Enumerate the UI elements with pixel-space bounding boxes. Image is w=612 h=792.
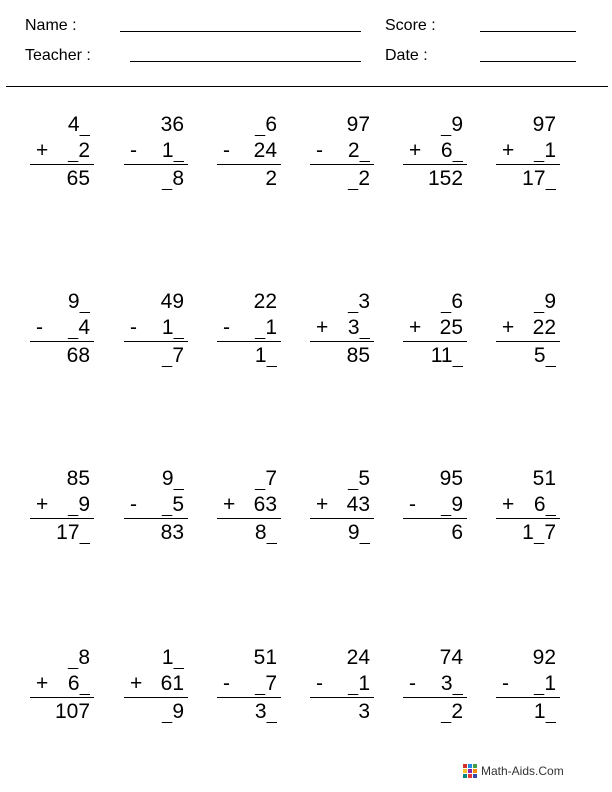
answer-line — [124, 697, 188, 698]
blank-digit[interactable] — [162, 167, 173, 190]
minus-operator: - — [223, 316, 230, 339]
answer-number: 11 — [407, 344, 463, 368]
blank-digit[interactable] — [348, 467, 359, 490]
problem — [407, 290, 463, 370]
answer-line — [496, 518, 560, 519]
top-number: 24 — [346, 646, 370, 669]
answer-line — [30, 697, 94, 698]
top-number: 4 — [34, 113, 90, 137]
blank-digit[interactable] — [534, 672, 545, 695]
problem — [407, 467, 463, 547]
blank-digit[interactable] — [80, 672, 91, 695]
blank-digit[interactable] — [174, 467, 185, 490]
answer-line — [217, 518, 281, 519]
blank-digit[interactable] — [174, 316, 185, 339]
minus-operator: - — [409, 672, 416, 695]
top-number: 7 — [221, 467, 277, 491]
answer-number: 9 — [314, 521, 370, 545]
problem — [500, 646, 556, 726]
second-number: 1 — [314, 672, 370, 696]
plus-operator: + — [36, 139, 49, 162]
blank-digit[interactable] — [348, 290, 359, 313]
logo-square — [468, 764, 472, 768]
second-number: 43 — [346, 493, 370, 516]
answer-number: 2 — [407, 700, 463, 724]
top-number: 6 — [407, 290, 463, 314]
answer-line — [310, 697, 374, 698]
second-number: 6 — [407, 139, 463, 163]
blank-digit[interactable] — [174, 646, 185, 669]
answer-number: 1 — [221, 344, 277, 368]
minus-operator: - — [316, 672, 323, 695]
blank-digit[interactable] — [546, 167, 557, 190]
answer-line — [30, 341, 94, 342]
minus-operator: - — [223, 139, 230, 162]
plus-operator: + — [316, 493, 329, 516]
blank-digit[interactable] — [162, 493, 173, 516]
blank-digit[interactable] — [162, 700, 173, 723]
answer-number: 85 — [346, 344, 370, 367]
logo-square — [473, 769, 477, 773]
minus-operator: - — [130, 139, 137, 162]
plus-operator: + — [316, 316, 329, 339]
blank-digit[interactable] — [546, 700, 557, 723]
blank-digit[interactable] — [267, 700, 278, 723]
problem — [128, 113, 184, 193]
minus-operator: - — [130, 316, 137, 339]
blank-digit[interactable] — [267, 521, 278, 544]
answer-number: 68 — [66, 344, 90, 367]
top-number: 51 — [532, 467, 556, 490]
problem — [34, 467, 90, 547]
blank-digit[interactable] — [453, 672, 464, 695]
answer-line — [496, 341, 560, 342]
blank-digit[interactable] — [68, 493, 79, 516]
brand-text: Math-Aids.Com — [481, 764, 564, 778]
blank-digit[interactable] — [360, 316, 371, 339]
blank-digit[interactable] — [255, 316, 266, 339]
blank-digit[interactable] — [546, 493, 557, 516]
math-aids-logo-icon — [463, 764, 477, 778]
top-number: 9 — [128, 467, 184, 491]
answer-number: 17 — [34, 521, 90, 545]
blank-digit[interactable] — [534, 139, 545, 162]
blank-digit[interactable] — [441, 493, 452, 516]
plus-operator: + — [409, 139, 422, 162]
blank-digit[interactable] — [255, 672, 266, 695]
problem — [314, 646, 370, 726]
problem — [314, 113, 370, 193]
blank-digit[interactable] — [255, 467, 266, 490]
answer-line — [403, 697, 467, 698]
top-number: 1 — [128, 646, 184, 670]
minus-operator: - — [223, 672, 230, 695]
top-number: 3 — [314, 290, 370, 314]
blank-digit[interactable] — [68, 139, 79, 162]
problem — [34, 646, 90, 726]
top-number: 97 — [532, 113, 556, 136]
answer-number: 8 — [128, 167, 184, 191]
logo-square — [463, 774, 467, 778]
answer-number: 65 — [66, 167, 90, 190]
answer-line — [30, 518, 94, 519]
name-label: Name : — [25, 17, 77, 34]
answer-number: 107 — [54, 700, 90, 723]
plus-operator: + — [502, 139, 515, 162]
teacher-label: Teacher : — [25, 47, 91, 64]
plus-operator: + — [36, 672, 49, 695]
answer-number: 3 — [358, 700, 370, 723]
top-number: 9 — [500, 290, 556, 314]
score-label: Score : — [385, 17, 436, 34]
answer-line — [310, 341, 374, 342]
math-aids-logo — [463, 763, 564, 779]
answer-number: 2 — [265, 167, 277, 190]
problem — [407, 646, 463, 726]
logo-square — [468, 774, 472, 778]
second-number: 61 — [160, 672, 184, 695]
blank-digit[interactable] — [255, 113, 266, 136]
answer-line — [124, 341, 188, 342]
answer-number: 1 7 — [522, 521, 556, 544]
problem — [34, 290, 90, 370]
answer-line — [403, 164, 467, 165]
blank-digit[interactable] — [546, 344, 557, 367]
answer-line — [217, 164, 281, 165]
answer-line — [217, 341, 281, 342]
blank-digit[interactable] — [453, 139, 464, 162]
problem — [500, 290, 556, 370]
blank-digit[interactable] — [441, 113, 452, 136]
top-number: 36 — [160, 113, 184, 136]
blank-digit[interactable] — [348, 672, 359, 695]
answer-number: 152 — [427, 167, 463, 190]
top-number: 85 — [66, 467, 90, 490]
top-number: 5 — [314, 467, 370, 491]
second-number: 4 — [34, 316, 90, 340]
answer-number: 5 — [500, 344, 556, 368]
minus-operator: - — [502, 672, 509, 695]
blank-digit[interactable] — [174, 139, 185, 162]
answer-line — [403, 341, 467, 342]
logo-square — [473, 774, 477, 778]
answer-number: 17 — [500, 167, 556, 191]
blank-digit[interactable] — [80, 521, 91, 544]
second-number: 22 — [532, 316, 556, 339]
plus-operator: + — [502, 493, 515, 516]
blank-digit[interactable] — [534, 290, 545, 313]
blank-digit[interactable] — [441, 290, 452, 313]
second-number: 1 — [128, 139, 184, 163]
answer-number: 3 — [221, 700, 277, 724]
top-number: 74 — [439, 646, 463, 669]
plus-operator: + — [409, 316, 422, 339]
top-number: 9 — [34, 290, 90, 314]
blank-digit[interactable] — [267, 344, 278, 367]
blank-digit[interactable] — [360, 139, 371, 162]
plus-operator: + — [502, 316, 515, 339]
top-number: 97 — [346, 113, 370, 136]
second-number: 9 — [407, 493, 463, 517]
second-number: 6 — [500, 493, 556, 517]
problem — [314, 290, 370, 370]
answer-number: 6 — [451, 521, 463, 544]
blank-digit[interactable] — [80, 113, 91, 136]
top-number: 51 — [253, 646, 277, 669]
top-number: 6 — [221, 113, 277, 137]
logo-square — [463, 769, 467, 773]
answer-line — [30, 164, 94, 165]
problem — [34, 113, 90, 193]
problem — [500, 467, 556, 547]
blank-digit[interactable] — [80, 290, 91, 313]
logo-square — [473, 764, 477, 768]
second-number: 6 — [34, 672, 90, 696]
problem — [221, 467, 277, 547]
blank-digit[interactable] — [68, 316, 79, 339]
minus-operator: - — [409, 493, 416, 516]
second-number: 3 — [407, 672, 463, 696]
blank-digit[interactable] — [162, 344, 173, 367]
answer-number: 8 — [221, 521, 277, 545]
second-number: 25 — [439, 316, 463, 339]
top-number: 49 — [160, 290, 184, 313]
blank-digit[interactable] — [348, 167, 359, 190]
problem — [314, 467, 370, 547]
logo-square — [463, 764, 467, 768]
second-number: 2 — [314, 139, 370, 163]
second-number: 5 — [128, 493, 184, 517]
answer-number: 83 — [160, 521, 184, 544]
second-number: 24 — [253, 139, 277, 162]
answer-line — [496, 697, 560, 698]
second-number: 7 — [221, 672, 277, 696]
answer-number: 9 — [128, 700, 184, 724]
plus-operator: + — [36, 493, 49, 516]
second-number: 1 — [500, 672, 556, 696]
second-number: 1 — [221, 316, 277, 340]
answer-line — [496, 164, 560, 165]
answer-line — [310, 164, 374, 165]
top-number: 92 — [532, 646, 556, 669]
second-number: 2 — [34, 139, 90, 163]
problem — [500, 113, 556, 193]
second-number: 63 — [253, 493, 277, 516]
answer-line — [124, 518, 188, 519]
second-number: 3 — [314, 316, 370, 340]
problem — [221, 290, 277, 370]
minus-operator: - — [36, 316, 43, 339]
date-label: Date : — [385, 47, 428, 64]
answer-line — [217, 697, 281, 698]
blank-digit[interactable] — [68, 646, 79, 669]
blank-digit[interactable] — [453, 344, 464, 367]
answer-line — [403, 518, 467, 519]
plus-operator: + — [223, 493, 236, 516]
top-number: 8 — [34, 646, 90, 670]
top-number: 95 — [439, 467, 463, 490]
second-number: 9 — [34, 493, 90, 517]
answer-line — [310, 518, 374, 519]
second-number: 1 — [128, 316, 184, 340]
top-number: 9 — [407, 113, 463, 137]
problem — [407, 113, 463, 193]
blank-digit[interactable] — [534, 521, 545, 544]
problem — [221, 646, 277, 726]
answer-number: 2 — [314, 167, 370, 191]
problem — [221, 113, 277, 193]
blank-digit[interactable] — [441, 700, 452, 723]
problem — [128, 646, 184, 726]
blank-digit[interactable] — [360, 521, 371, 544]
answer-number: 1 — [500, 700, 556, 724]
problem — [128, 290, 184, 370]
answer-number: 7 — [128, 344, 184, 368]
problem — [128, 467, 184, 547]
minus-operator: - — [316, 139, 323, 162]
answer-line — [124, 164, 188, 165]
second-number: 1 — [500, 139, 556, 163]
minus-operator: - — [130, 493, 137, 516]
logo-square — [468, 769, 472, 773]
top-number: 22 — [253, 290, 277, 313]
plus-operator: + — [130, 672, 143, 695]
